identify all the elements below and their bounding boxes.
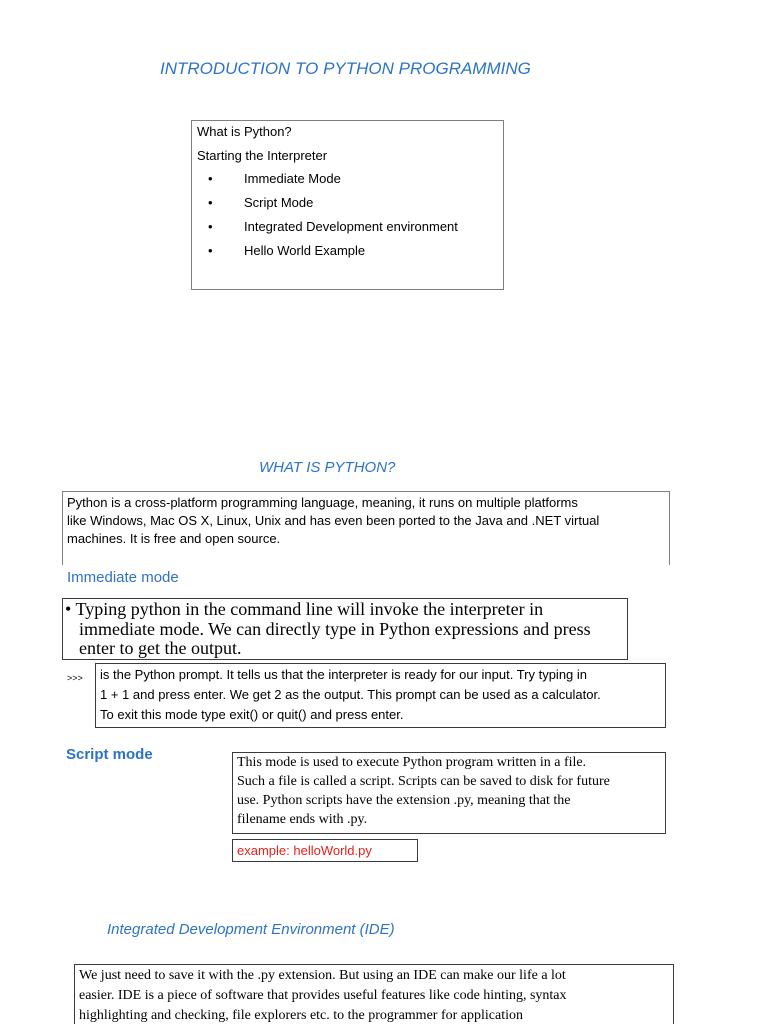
paragraph-line: immediate mode. We can directly type in Python expressions and press	[79, 619, 591, 639]
paragraph-line: highlighting and checking, file explorers etc. to the programmer for application	[79, 1008, 523, 1023]
paragraph-line: We just need to save it with the .py extension. But using an IDE can make our life a lot	[79, 968, 566, 983]
toc-bullet-item: Hello World Example	[244, 243, 366, 258]
bullet-icon: •	[208, 243, 213, 258]
prompt-description-box	[95, 663, 666, 728]
section-heading-immediate-mode: Immediate mode	[67, 569, 179, 586]
paragraph-line: To exit this mode type exit() or quit() and press enter.	[100, 707, 404, 722]
toc-item: Starting the Interpreter	[197, 148, 328, 163]
paragraph-line: enter to get the output.	[79, 638, 242, 658]
paragraph-line: easier. IDE is a piece of software that provides useful features like code hinting, syntax	[79, 988, 567, 1003]
paragraph-line: Python is a cross-platform programming language, meaning, it runs on multiple platforms	[67, 495, 578, 510]
section-heading-what-is-python: WHAT IS PYTHON?	[259, 459, 396, 476]
python-prompt-symbol: >>>	[67, 673, 83, 683]
immediate-mode-box	[62, 598, 628, 660]
paragraph-line: • Typing python in the command line will invoke the interpreter in	[65, 599, 544, 619]
what-is-python-box	[62, 491, 670, 565]
paragraph-line: Such a file is called a script. Scripts can be saved to disk for future	[237, 774, 610, 789]
paragraph-line: filename ends with .py.	[237, 812, 368, 827]
paragraph-line: machines. It is free and open source.	[67, 531, 281, 546]
paragraph-line: like Windows, Mac OS X, Linux, Unix and has even been ported to the Java and .NET virtual	[67, 513, 600, 528]
example-filename-text: example: helloWorld.py	[237, 843, 372, 858]
toc-box	[191, 120, 504, 290]
toc-bullet-item: Immediate Mode	[244, 171, 341, 186]
paragraph-line: 1 + 1 and press enter. We get 2 as the output. This prompt can be used as a calculator.	[100, 687, 601, 702]
bullet-icon: •	[208, 171, 213, 186]
bullet-icon: •	[208, 195, 213, 210]
page-title: INTRODUCTION TO PYTHON PROGRAMMING	[160, 59, 531, 78]
bullet-icon: •	[208, 219, 213, 234]
example-filename-box	[232, 839, 418, 862]
section-heading-script-mode: Script mode	[66, 746, 153, 763]
paragraph-line: is the Python prompt. It tells us that the interpreter is ready for our input. Try typing in	[100, 667, 588, 682]
paragraph-line: use. Python scripts have the extension .py, meaning that the	[237, 793, 571, 808]
script-mode-box	[232, 752, 666, 834]
toc-item: What is Python?	[197, 124, 292, 139]
paragraph-line: This mode is used to execute Python program written in a file.	[237, 755, 587, 770]
toc-bullet-item: Integrated Development environment	[244, 219, 458, 234]
section-heading-ide: Integrated Development Environment (IDE)	[107, 921, 395, 938]
ide-box	[74, 964, 674, 1024]
toc-bullet-item: Script Mode	[244, 195, 314, 210]
